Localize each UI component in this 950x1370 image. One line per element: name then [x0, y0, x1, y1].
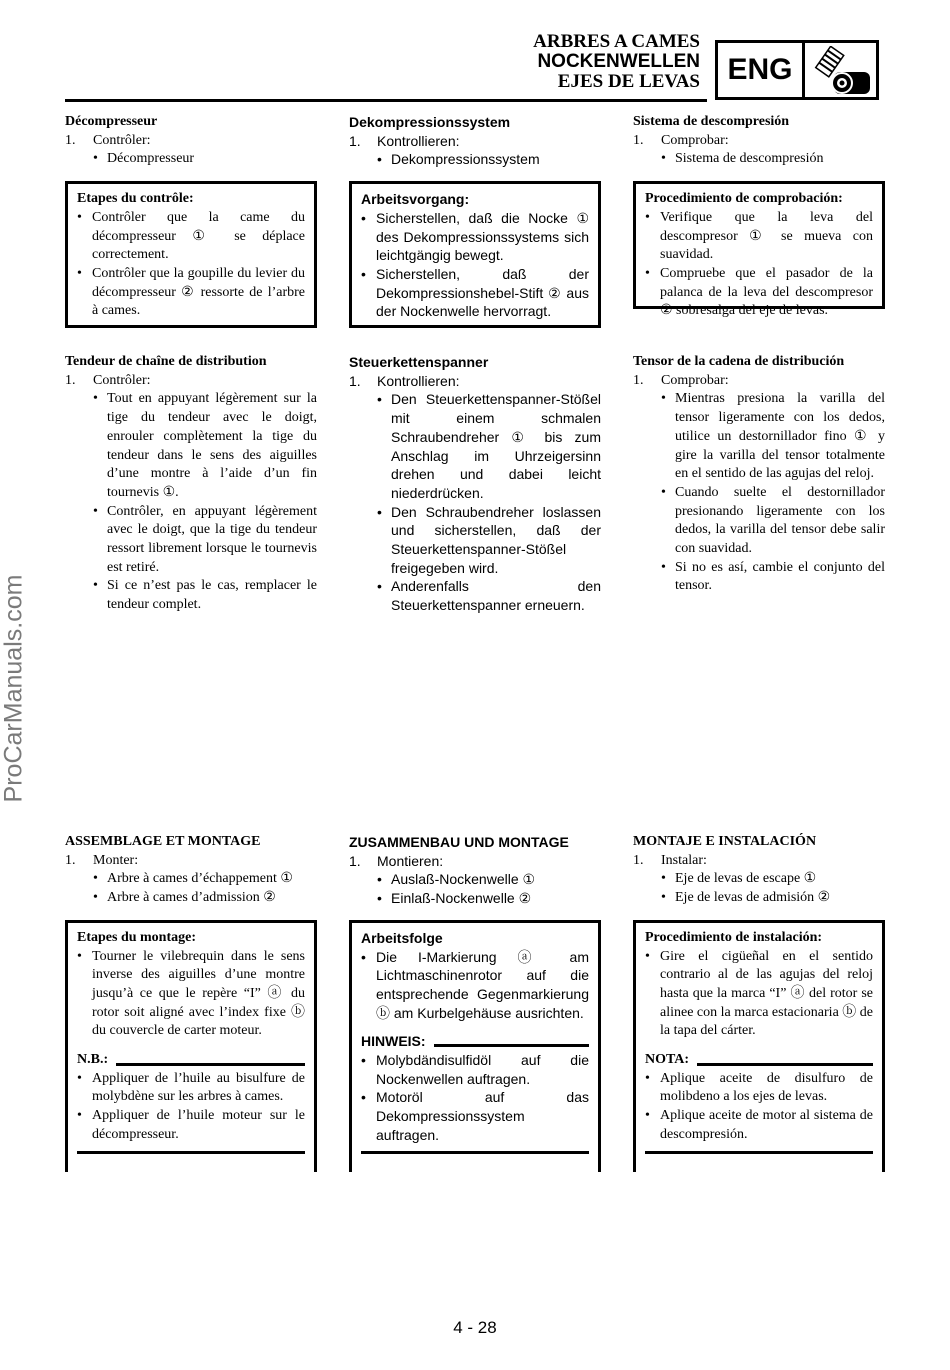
- note-heading: NOTA:: [645, 1051, 873, 1070]
- sec3-fr-procedure-box: [65, 920, 317, 1172]
- sec1-de-procedure-box: [349, 181, 601, 328]
- list-item: • Arbre à cames d’échappement ①: [93, 870, 317, 889]
- section-tag-box: [715, 40, 879, 100]
- sec1-fr-items: [65, 150, 317, 169]
- sec2-fr-items: [65, 390, 317, 614]
- note-heading: HINWEIS:: [361, 1032, 589, 1051]
- list-item: • Verifique que la leva del descompresor ① se mueva con suavidad.: [645, 209, 873, 265]
- sec1-es-items: [633, 150, 885, 169]
- list-item: • Die I-Markierung ⓐ am Lichtmaschinenrotor auf die entsprechende Gegenmarkierung ⓑ am Kurbelgehäuse ausrichten.: [361, 948, 589, 1023]
- sec3-es-procedure-box: [633, 920, 885, 1172]
- sec3-fr-heading: ASSEMBLAGE ET MONTAGE: [65, 834, 261, 849]
- list-item: • Arbre à cames d’admission ②: [93, 889, 317, 908]
- list-item: • Mientras presiona la varilla del tensor ligeramente con los dedos, utilice un destornillador fino ① y gire la varilla del tensor totalmente en el sentido de las agujas del reloj.: [661, 390, 885, 484]
- list-item: • Si ce n’est pas le cas, remplacer le tendeur complet.: [93, 577, 317, 614]
- sec1-col-fr: [65, 113, 317, 328]
- sec2-col-es: [633, 353, 885, 596]
- list-item: • Cuando suelte el destornillador presionando ligeramente con los dedos, la varilla del tensor debe salir con suavidad.: [661, 484, 885, 559]
- list-item: • Eje de levas de escape ①: [661, 870, 885, 889]
- procedure-title: Procedimiento de instalación:: [645, 929, 823, 945]
- list-item: • Einlaß-Nockenwelle ②: [377, 889, 601, 908]
- procedure-title: Procedimiento de comprobación:: [645, 191, 843, 207]
- list-item: • Appliquer de l’huile au bisulfure de molybdène sur les arbres à cames.: [77, 1070, 305, 1107]
- sec1-es-heading: Sistema de descompresión: [633, 114, 790, 129]
- note-heading: N.B.:: [77, 1051, 305, 1070]
- list-item: • Motoröl auf das Dekompressionssystem auftragen.: [361, 1088, 589, 1144]
- sec1-fr-step: 1. Contrôler:: [65, 132, 151, 148]
- list-item: • Dekompressionssystem: [377, 150, 601, 169]
- list-item: • Tout en appuyant légèrement sur la tige du tendeur avec le doigt, enrouler complètement la tige du tendeur dans le sens des aiguilles d’une montre à l’aide d’un fin tournevis ①.: [93, 390, 317, 502]
- list-item: • Den Schraubendreher loslassen und sicherstellen, daß der Steuerkettenspanner-Stößel freigegeben wird.: [377, 503, 601, 578]
- list-item: • Sicherstellen, daß die Nocke ① des Dekompressionssystems sich leichtgängig bewegt.: [361, 209, 589, 265]
- sec2-de-items: [349, 390, 601, 614]
- sec3-col-es: [633, 833, 885, 1172]
- sec3-de-step: 1. Montieren:: [349, 852, 444, 869]
- sec3-es-items: [633, 870, 885, 907]
- list-item: • Den Steuerkettenspanner-Stößel mit einem schmalen Schraubendreher ① bis zum Anschlag im Uhrzeigersinn drehen und dabei leicht niederdrücken.: [377, 390, 601, 502]
- sec3-col-fr: [65, 833, 317, 1172]
- sec1-col-es: [633, 113, 885, 319]
- sec2-de-heading: Steuerkettenspanner: [349, 354, 489, 370]
- procedure-title: Etapes du contrôle:: [77, 191, 194, 207]
- sec1-fr-heading: Décompresseur: [65, 114, 158, 129]
- sec1-es-procedure-box: [633, 181, 885, 319]
- header-rule: [65, 99, 707, 102]
- sec1-col-de: [349, 113, 601, 328]
- watermark: ProCarManuals.com: [0, 574, 28, 803]
- procedure-title: Etapes du montage:: [77, 929, 197, 945]
- page-header-titles: [533, 32, 700, 92]
- sec1-fr-procedure-box: [65, 181, 317, 328]
- page-number: 4 - 28: [453, 1318, 497, 1337]
- list-item: • Gire el cigüeñal en el sentido contrario al de las agujas del reloj hasta que la marca “I” ⓐ del rotor se alinee con la marca estacionaria ⓑ de la tapa del cárter.: [645, 948, 873, 1042]
- title-fr: ARBRES A CAMES: [533, 31, 700, 52]
- procedure-title: Arbeitsvorgang:: [361, 191, 470, 208]
- sec2-fr-heading: Tendeur de chaîne de distribution: [65, 354, 267, 369]
- sec3-es-heading: MONTAJE E INSTALACIÓN: [633, 834, 817, 849]
- sec1-de-step: 1. Kontrollieren:: [349, 132, 460, 149]
- sec2-fr-step: 1. Contrôler:: [65, 372, 151, 388]
- sec2-es-items: [633, 390, 885, 596]
- title-es: EJES DE LEVAS: [557, 71, 700, 92]
- sec3-es-step: 1. Instalar:: [633, 852, 707, 868]
- sec3-fr-step: 1. Monter:: [65, 852, 139, 868]
- list-item: • Molybdändisulfidöl auf die Nockenwellen auftragen.: [361, 1051, 589, 1088]
- list-item: • Sicherstellen, daß der Dekompressionshebel-Stift ② aus der Nockenwelle hervorragt.: [361, 265, 589, 321]
- engine-icon: [808, 46, 874, 96]
- sec1-es-step: 1. Comprobar:: [633, 132, 729, 148]
- list-item: • Compruebe que el pasador de la palanca de la leva del descompresor ② sobresalga del eje de levas.: [645, 265, 873, 321]
- procedure-title: Arbeitsfolge: [361, 929, 443, 946]
- sec1-de-items: [349, 150, 601, 169]
- list-item: • Aplique aceite de motor al sistema de descompresión.: [645, 1107, 873, 1144]
- sec1-de-heading: Dekompressionssystem: [349, 114, 511, 130]
- list-item: • Appliquer de l’huile moteur sur le décompresseur.: [77, 1107, 305, 1144]
- list-item: • Sistema de descompresión: [661, 150, 885, 169]
- list-item: • Contrôler que la came du décompresseur ① se déplace correctement.: [77, 209, 305, 265]
- list-item: • Auslaß-Nockenwelle ①: [377, 870, 601, 889]
- sec3-fr-items: [65, 870, 317, 907]
- sec2-es-heading: Tensor de la cadena de distribución: [633, 354, 845, 369]
- list-item: • Contrôler que la goupille du levier du décompresseur ② ressorte de l’arbre à cames.: [77, 265, 305, 321]
- section-tag: ENG: [718, 43, 805, 97]
- list-item: • Si no es así, cambie el conjunto del tensor.: [661, 559, 885, 596]
- list-item: • Aplique aceite de disulfuro de molibdeno a los ejes de levas.: [645, 1070, 873, 1107]
- sec3-de-procedure-box: [349, 920, 601, 1172]
- list-item: • Tourner le vilebrequin dans le sens inverse des aiguilles d’une montre jusqu’à ce que le repère “I” ⓐ du rotor soit aligné avec l’index fixe ⓑ du couvercle de carter moteur.: [77, 948, 305, 1042]
- sec2-col-fr: [65, 353, 317, 615]
- sec3-de-heading: ZUSAMMENBAU UND MONTAGE: [349, 834, 569, 850]
- list-item: • Contrôler, en appuyant légèrement avec le doigt, que la tige du tendeur ressort librement lorsque le tournevis est retiré.: [93, 503, 317, 578]
- title-de: NOCKENWELLEN: [537, 51, 700, 72]
- sec2-de-step: 1. Kontrollieren:: [349, 372, 460, 389]
- sec3-de-items: [349, 870, 601, 907]
- list-item: • Eje de levas de admisión ②: [661, 889, 885, 908]
- sec3-col-de: [349, 833, 601, 1172]
- list-item: • Anderenfalls den Steuerkettenspanner erneuern.: [377, 577, 601, 614]
- list-item: • Décompresseur: [93, 150, 317, 169]
- sec2-es-step: 1. Comprobar:: [633, 372, 729, 388]
- sec2-col-de: [349, 353, 601, 615]
